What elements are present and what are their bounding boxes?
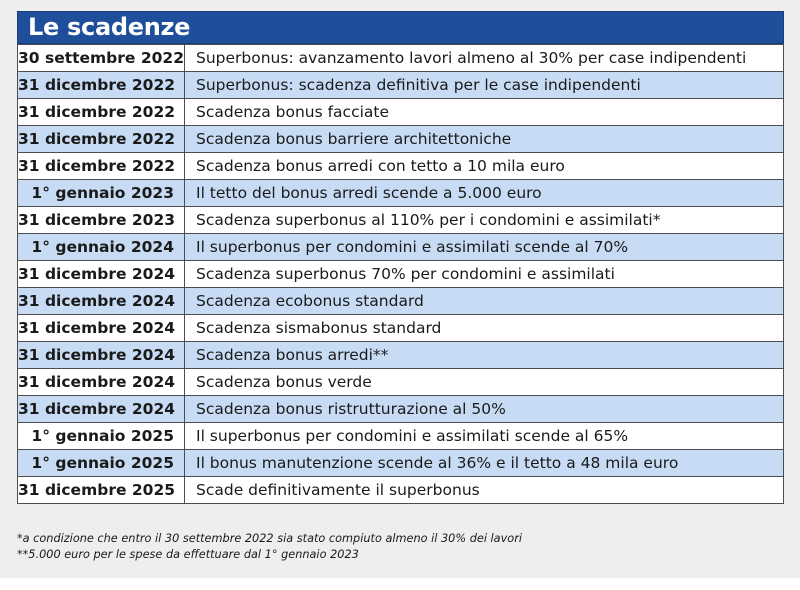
deadline-description: Il bonus manutenzione scende al 36% e il tetto a 48 mila euro: [185, 450, 784, 477]
deadlines-table-body: [18, 45, 784, 504]
deadline-description: Scadenza ecobonus standard: [185, 288, 784, 315]
table-row: [18, 153, 784, 180]
footnote-2: **5.000 euro per le spese da effettuare dal 1° gennaio 2023: [17, 547, 359, 561]
table-row: [18, 207, 784, 234]
table-row: [18, 261, 784, 288]
deadline-description: Scadenza bonus arredi**: [185, 342, 784, 369]
deadline-description: Il superbonus per condomini e assimilati scende al 65%: [185, 423, 784, 450]
deadline-date: 31 dicembre 2024: [18, 342, 185, 369]
deadline-date: 1° gennaio 2025: [18, 450, 185, 477]
deadline-date: 1° gennaio 2023: [18, 180, 185, 207]
deadline-description: Scadenza sismabonus standard: [185, 315, 784, 342]
deadline-date: 30 settembre 2022: [18, 45, 185, 72]
deadline-description: Superbonus: avanzamento lavori almeno al 30% per case indipendenti: [185, 45, 784, 72]
table-row: [18, 234, 784, 261]
table-row: [18, 45, 784, 72]
deadline-description: Scadenza bonus arredi con tetto a 10 mila euro: [185, 153, 784, 180]
deadlines-table: [17, 44, 784, 504]
deadline-description: Scadenza bonus ristrutturazione al 50%: [185, 396, 784, 423]
deadline-date: 31 dicembre 2024: [18, 261, 185, 288]
deadline-description: Il superbonus per condomini e assimilati scende al 70%: [185, 234, 784, 261]
footnote-1: *a condizione che entro il 30 settembre 2022 sia stato compiuto almeno il 30% dei lavori: [17, 532, 522, 545]
footnotes: [17, 531, 784, 562]
deadline-description: Scadenza bonus barriere architettoniche: [185, 126, 784, 153]
deadline-description: Scadenza bonus verde: [185, 369, 784, 396]
deadline-date: 31 dicembre 2024: [18, 396, 185, 423]
deadline-description: Superbonus: scadenza definitiva per le case indipendenti: [185, 72, 784, 99]
deadline-description: Scadenza superbonus 70% per condomini e assimilati: [185, 261, 784, 288]
table-row: [18, 450, 784, 477]
table-row: [18, 72, 784, 99]
deadline-description: Scadenza bonus facciate: [185, 99, 784, 126]
deadline-description: Scade definitivamente il superbonus: [185, 477, 784, 504]
table-row: [18, 315, 784, 342]
table-row: [18, 342, 784, 369]
deadline-date: 31 dicembre 2022: [18, 153, 185, 180]
deadline-date: 31 dicembre 2024: [18, 288, 185, 315]
table-row: [18, 477, 784, 504]
table-row: [18, 99, 784, 126]
table-row: [18, 369, 784, 396]
deadline-date: 31 dicembre 2022: [18, 72, 185, 99]
deadline-date: 31 dicembre 2024: [18, 369, 185, 396]
table-row: [18, 126, 784, 153]
deadline-description: Il tetto del bonus arredi scende a 5.000 euro: [185, 180, 784, 207]
deadline-description: Scadenza superbonus al 110% per i condomini e assimilati*: [185, 207, 784, 234]
deadline-date: 1° gennaio 2024: [18, 234, 185, 261]
deadline-date: 31 dicembre 2024: [18, 315, 185, 342]
deadline-date: 31 dicembre 2022: [18, 99, 185, 126]
title-bar: [17, 11, 784, 44]
table-row: [18, 396, 784, 423]
deadline-date: 31 dicembre 2025: [18, 477, 185, 504]
deadline-date: 31 dicembre 2023: [18, 207, 185, 234]
table-row: [18, 180, 784, 207]
deadline-date: 31 dicembre 2022: [18, 126, 185, 153]
deadline-date: 1° gennaio 2025: [18, 423, 185, 450]
page-title: Le scadenze: [28, 13, 191, 41]
table-row: [18, 423, 784, 450]
table-row: [18, 288, 784, 315]
